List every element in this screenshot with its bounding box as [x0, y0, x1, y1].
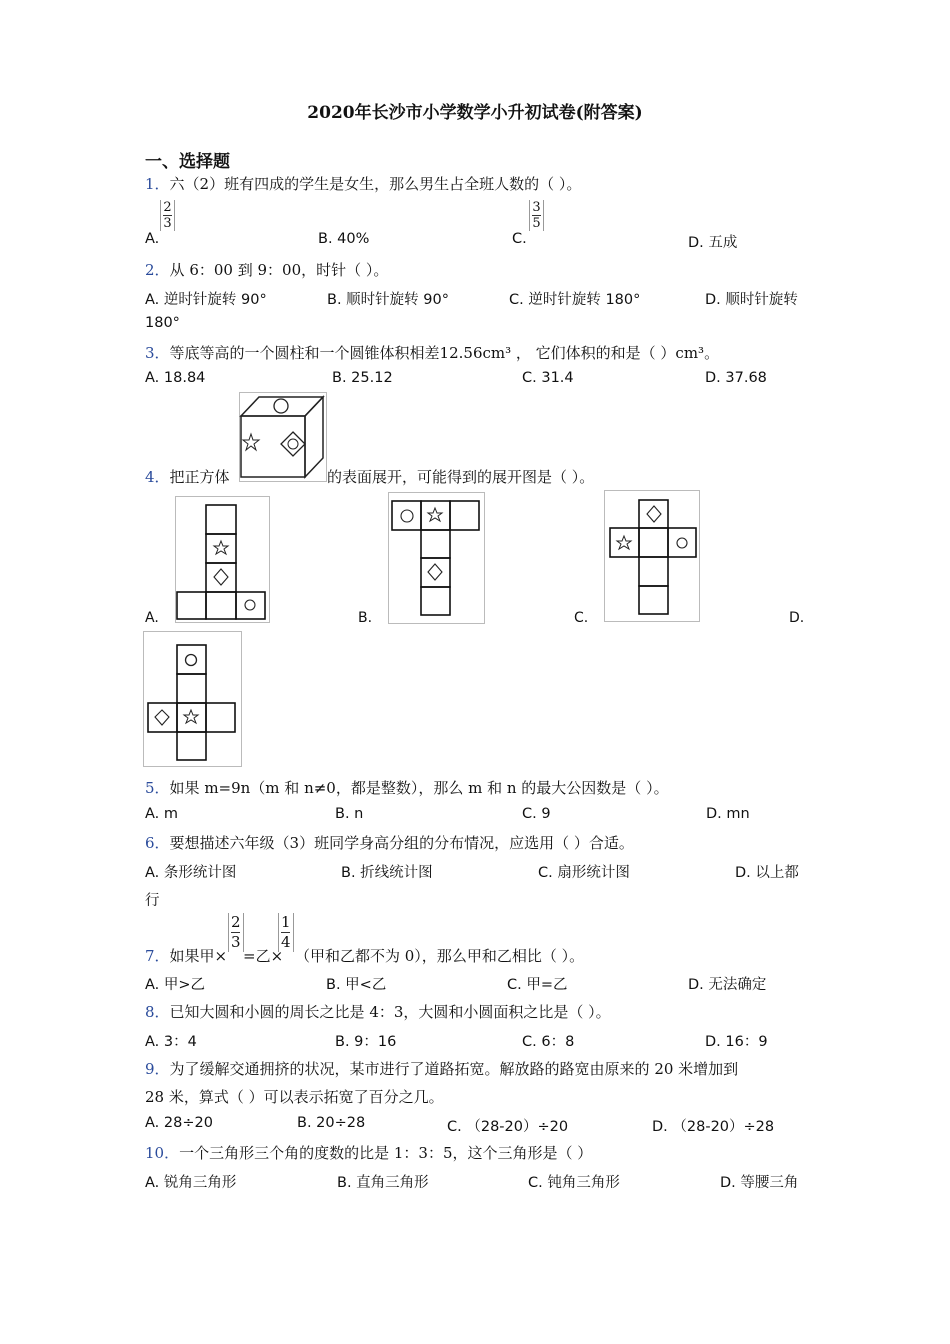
- option-a: A. 3：4: [145, 1034, 197, 1050]
- option-d: D. mn: [706, 806, 750, 822]
- fraction-1-4: [278, 913, 294, 952]
- option-d: D. 37.68: [705, 370, 767, 386]
- question-1: [145, 173, 581, 194]
- denominator: 5: [532, 216, 541, 231]
- option-a: A. 18.84: [145, 370, 206, 386]
- question-7: [145, 945, 227, 966]
- net-a-label: A.: [145, 610, 159, 626]
- question-4: [145, 466, 230, 487]
- option-b: B. 折线统计图: [341, 865, 433, 881]
- question-number: 10．: [145, 1144, 180, 1162]
- question-3: [145, 342, 719, 363]
- question-text-after: 的表面展开，可能得到的展开图是（ ）。: [327, 468, 595, 486]
- option-d: D. 16：9: [705, 1034, 768, 1050]
- option-b: B. 20÷28: [297, 1115, 366, 1131]
- question-number: 5．: [145, 779, 170, 797]
- option-b: B. 9：16: [335, 1034, 397, 1050]
- question-text: 从 6：00 到 9：00，时针（ ）。: [169, 261, 389, 279]
- question-text: 六（2）班有四成的学生是女生，那么男生占全班人数的（ ）。: [169, 175, 582, 193]
- net-c-label: C.: [574, 610, 589, 626]
- option-a: A. 锐角三角形: [145, 1175, 237, 1191]
- question-10: [145, 1142, 592, 1163]
- question-continuation: 28 米，算式（ ）可以表示拓宽了百分之几。: [145, 1088, 444, 1106]
- option-d: D. 五成: [688, 235, 738, 251]
- net-b-label: B.: [358, 610, 373, 626]
- option-c: C. 逆时针旋转 180°: [509, 292, 641, 308]
- fraction-3-5: [529, 200, 544, 231]
- question-text-before: 如果甲×: [169, 947, 228, 965]
- question-9: [145, 1058, 738, 1079]
- net-d-figure: [143, 631, 242, 767]
- question-2: [145, 259, 388, 280]
- numerator: 2: [163, 200, 172, 215]
- option-b: B. 顺时针旋转 90°: [327, 292, 449, 308]
- option-d: D. 以上都: [735, 865, 799, 881]
- question-text-after: （甲和乙都不为 0），那么甲和乙相比（ ）。: [295, 947, 585, 965]
- numerator: 1: [281, 913, 291, 931]
- section-heading: 一、选择题: [145, 152, 230, 172]
- question-text: 等底等高的一个圆柱和一个圆锥体积相差12.56cm³ ， 它们体积的和是（ ）cm³。: [169, 344, 720, 362]
- denominator: 4: [281, 933, 291, 951]
- option-a: A. m: [145, 806, 179, 822]
- option-c: C. 扇形统计图: [538, 865, 630, 881]
- question-text-mid: =乙×: [243, 947, 284, 965]
- net-d-label: D.: [789, 610, 805, 626]
- fraction-2-3: [228, 913, 244, 952]
- document-title: 2020年长沙市小学数学小升初试卷(附答案): [307, 103, 643, 123]
- option-c: C. 钝角三角形: [528, 1175, 620, 1191]
- question-5: [145, 777, 669, 798]
- question-number: 6．: [145, 834, 170, 852]
- option-d: D. 顺时针旋转: [705, 292, 798, 308]
- option-continuation: 180°: [145, 315, 180, 331]
- option-b: B. n: [335, 806, 364, 822]
- option-b: B. 40%: [318, 231, 370, 247]
- option-d: D. 等腰三角: [720, 1175, 799, 1191]
- question-text-before: 把正方体: [169, 468, 230, 486]
- option-continuation: 行: [145, 893, 160, 909]
- numerator: 2: [231, 913, 241, 931]
- question-number: 1．: [145, 175, 170, 193]
- option-label: A.: [145, 231, 160, 247]
- option-a: A. 条形统计图: [145, 865, 237, 881]
- option-d: D. 无法确定: [688, 977, 767, 993]
- option-d: D. （28-20）÷28: [652, 1119, 775, 1135]
- question-number: 4．: [145, 468, 170, 486]
- question-text: 已知大圆和小圆的周长之比是 4：3，大圆和小圆面积之比是（ ）。: [169, 1003, 611, 1021]
- cube-figure: [239, 392, 327, 482]
- question-text: 一个三角形三个角的度数的比是 1：3：5，这个三角形是（ ）: [179, 1144, 593, 1162]
- net-b-figure: [388, 492, 485, 624]
- option-a: A. 甲>乙: [145, 977, 206, 993]
- fraction-2-3: [160, 200, 175, 231]
- question-6: [145, 832, 634, 853]
- option-c: C. 9: [522, 806, 551, 822]
- option-c: C. 甲=乙: [507, 977, 568, 993]
- question-number: 7．: [145, 947, 170, 965]
- option-b: B. 甲<乙: [326, 977, 387, 993]
- question-number: 3．: [145, 344, 170, 362]
- net-a-figure: [175, 496, 270, 623]
- option-b: B. 25.12: [332, 370, 393, 386]
- question-8: [145, 1001, 611, 1022]
- question-number: 9．: [145, 1060, 170, 1078]
- option-a: A. 逆时针旋转 90°: [145, 292, 267, 308]
- net-c-figure: [604, 490, 700, 622]
- option-c: C. 31.4: [522, 370, 574, 386]
- option-a: A. 28÷20: [145, 1115, 213, 1131]
- denominator: 3: [163, 216, 172, 231]
- question-text: 要想描述六年级（3）班同学身高分组的分布情况，应选用（ ）合适。: [169, 834, 634, 852]
- option-c: C. 6：8: [522, 1034, 575, 1050]
- question-text: 如果 m=9n（m 和 n≠0，都是整数），那么 m 和 n 的最大公因数是（ ）。: [169, 779, 669, 797]
- option-a: [145, 231, 159, 247]
- numerator: 3: [532, 200, 541, 215]
- question-number: 8．: [145, 1003, 170, 1021]
- question-number: 2．: [145, 261, 170, 279]
- option-c: C.: [512, 231, 527, 247]
- denominator: 3: [231, 933, 241, 951]
- option-c: C. （28-20）÷20: [447, 1119, 569, 1135]
- question-text: 为了缓解交通拥挤的状况，某市进行了道路拓宽。解放路的路宽由原来的 20 米增加到: [169, 1060, 739, 1078]
- option-b: B. 直角三角形: [337, 1175, 429, 1191]
